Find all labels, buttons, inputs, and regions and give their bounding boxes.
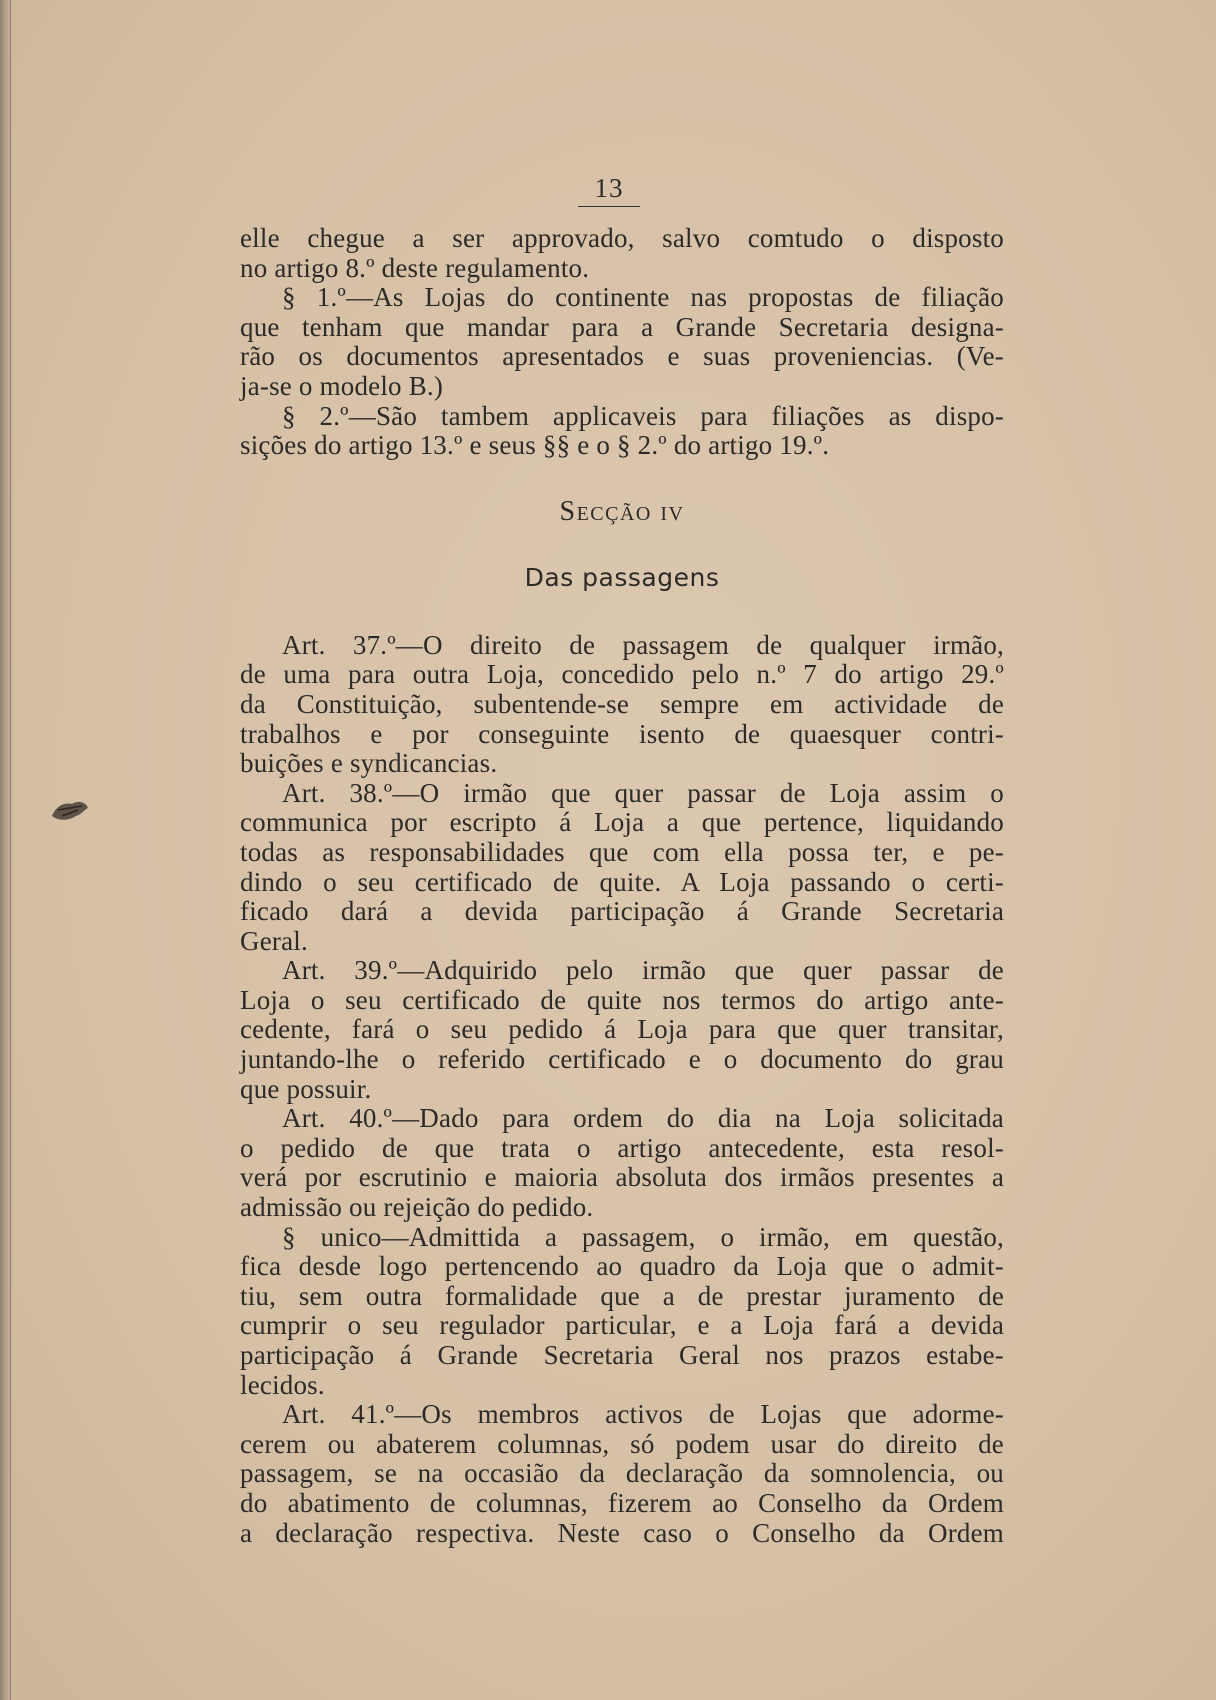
text-line: cedente, fará o seu pedido á Loja para que quer transitar, bbox=[240, 1014, 1004, 1045]
text-line: ja-se o modelo B.) bbox=[240, 370, 444, 401]
text-line: fica desde logo pertencendo ao quadro da Loja que o admit- bbox=[240, 1251, 1004, 1282]
paragraphs-after-section bbox=[240, 631, 1004, 1548]
text-line: a declaração respectiva. Neste caso o Conselho da Ordem bbox=[240, 1517, 1004, 1548]
text-line: § 2.º—São tambem applicaveis para filiações as dispo- bbox=[282, 400, 1004, 431]
text-line: ficado dará a devida participação á Grande Secretaria bbox=[240, 896, 1004, 927]
text-line: buições e syndicancias. bbox=[240, 748, 498, 779]
text-line: Art. 41.º—Os membros activos de Lojas que adorme- bbox=[282, 1399, 1004, 1430]
body-text bbox=[240, 224, 1004, 1548]
text-line: da Constituição, subentende-se sempre em actividade de bbox=[240, 688, 1004, 719]
text-line: § 1.º—As Lojas do continente nas propostas de filiação bbox=[282, 282, 1004, 313]
paragraphs-before-section bbox=[240, 224, 1004, 461]
text-line: que tenham que mandar para a Grande Secretaria designa- bbox=[240, 311, 1004, 342]
text-line: Art. 38.º—O irmão que quer passar de Loja assim o bbox=[282, 777, 1004, 808]
text-line: Art. 40.º—Dado para ordem do dia na Loja solicitada bbox=[282, 1103, 1004, 1134]
text-line: dindo o seu certificado de quite. A Loja passando o certi- bbox=[240, 866, 1004, 897]
text-line: verá por escrutinio e maioria absoluta dos irmãos presentes a bbox=[240, 1162, 1004, 1193]
text-line: lecidos. bbox=[240, 1369, 325, 1400]
section-heading-text: Secção iv bbox=[559, 495, 685, 527]
text-line: todas as responsabilidades que com ella possa ter, e pe- bbox=[240, 836, 1004, 867]
text-line: cumprir o seu regulador particular, e a Loja fará a devida bbox=[240, 1310, 1004, 1341]
text-line: juntando-lhe o referido certificado e o documento do grau bbox=[240, 1044, 1004, 1075]
text-line: de uma para outra Loja, concedido pelo n.º 7 do artigo 29.º bbox=[240, 659, 1004, 690]
text-line: Loja o seu certificado de quite nos termos do artigo ante- bbox=[240, 984, 1004, 1015]
text-line: communica por escripto á Loja a que pertence, liquidando bbox=[240, 807, 1004, 838]
text-line: cerem ou abaterem columnas, só podem usar do direito de bbox=[240, 1428, 1004, 1459]
text-line: § unico—Admittida a passagem, o irmão, em questão, bbox=[282, 1221, 1004, 1252]
text-line: passagem, se na occasião da declaração da somnolencia, ou bbox=[240, 1458, 1004, 1489]
page-binding-edge bbox=[0, 0, 14, 1700]
text-line: elle chegue a ser approvado, salvo comtudo o disposto bbox=[240, 223, 1004, 253]
ink-stain-mark bbox=[48, 796, 92, 826]
text-line: no artigo 8.º deste regulamento. bbox=[240, 252, 590, 283]
page-number: 13 bbox=[578, 172, 640, 207]
text-line: o pedido de que trata o artigo antecedente, esta resol- bbox=[240, 1132, 1004, 1163]
section-heading bbox=[240, 497, 1004, 527]
text-line: rão os documentos apresentados e suas proveniencias. (Ve- bbox=[240, 341, 1004, 372]
text-line: Geral. bbox=[240, 925, 308, 956]
text-line: que possuir. bbox=[240, 1073, 372, 1104]
text-line: admissão ou rejeição do pedido. bbox=[240, 1192, 594, 1223]
text-line: participação á Grande Secretaria Geral nos prazos estabe- bbox=[240, 1340, 1004, 1370]
text-line: do abatimento de columnas, fizerem ao Conselho da Ordem bbox=[240, 1487, 1004, 1518]
text-line: Art. 39.º—Adquirido pelo irmão que quer passar de bbox=[282, 955, 1004, 986]
text-line: Art. 37.º—O direito de passagem de qualquer irmão, bbox=[282, 629, 1004, 660]
text-line: trabalhos e por conseguinte isento de quaesquer contri- bbox=[240, 718, 1004, 749]
text-line: sições do artigo 13.º e seus §§ e o § 2.º do artigo 19.º. bbox=[240, 430, 830, 461]
text-line: tiu, sem outra formalidade que a de prestar juramento de bbox=[240, 1280, 1004, 1311]
section-subtitle: Das passagens bbox=[524, 562, 720, 592]
page-edge-line bbox=[10, 0, 11, 1700]
